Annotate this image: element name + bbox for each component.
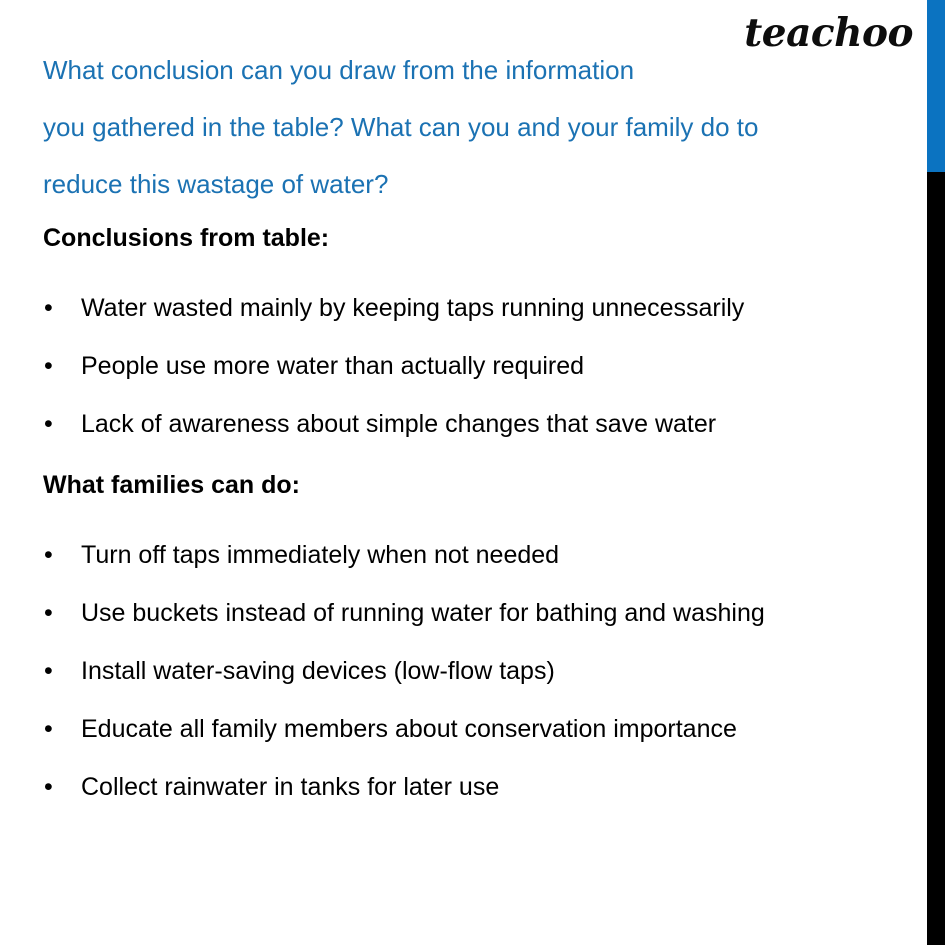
list-item [43, 526, 903, 584]
edge-bar-black [927, 172, 945, 945]
list-item [43, 758, 903, 816]
question-line: reduce this wastage of water? [43, 169, 389, 199]
bullet-dot-icon: • [44, 541, 53, 569]
list-item [43, 395, 903, 453]
section-heading: Conclusions from table: [43, 224, 330, 252]
section-divider-space [43, 453, 903, 469]
bullet-dot-icon: • [44, 352, 53, 380]
list-item [43, 279, 903, 337]
right-edge-decorative-bars [927, 0, 945, 945]
list-item-label: Educate all family members about conservation importance [81, 715, 737, 743]
list-item-label: People use more water than actually required [81, 352, 585, 380]
teachoo-logo: teachoo [744, 10, 913, 56]
bullet-dot-icon: • [44, 410, 53, 438]
question-line: you gathered in the table? What can you and your family do to [43, 112, 759, 142]
list-item [43, 584, 903, 642]
bullet-dot-icon: • [44, 599, 53, 627]
question-line: What conclusion can you draw from the information [43, 55, 635, 85]
list-item [43, 642, 903, 700]
section-heading: What families can do: [43, 471, 300, 499]
bullet-list [43, 526, 903, 816]
list-item-label: Turn off taps immediately when not needed [81, 541, 560, 569]
bullet-dot-icon: • [44, 657, 53, 685]
bullet-list [43, 279, 903, 453]
bullet-dot-icon: • [44, 773, 53, 801]
list-item-label: Use buckets instead of running water for bathing and washing [81, 599, 765, 627]
section-conclusions [43, 222, 903, 453]
question-heading [43, 42, 873, 213]
bullet-dot-icon: • [44, 715, 53, 743]
list-item [43, 700, 903, 758]
bullet-dot-icon: • [44, 294, 53, 322]
edge-bar-blue [927, 0, 945, 172]
list-item-label: Collect rainwater in tanks for later use [81, 773, 500, 801]
answer-content [43, 222, 903, 816]
list-item [43, 337, 903, 395]
list-item-label: Water wasted mainly by keeping taps running unnecessarily [81, 294, 745, 322]
list-item-label: Install water-saving devices (low-flow taps) [81, 657, 555, 685]
list-item-label: Lack of awareness about simple changes that save water [81, 410, 717, 438]
section-family-actions [43, 469, 903, 816]
